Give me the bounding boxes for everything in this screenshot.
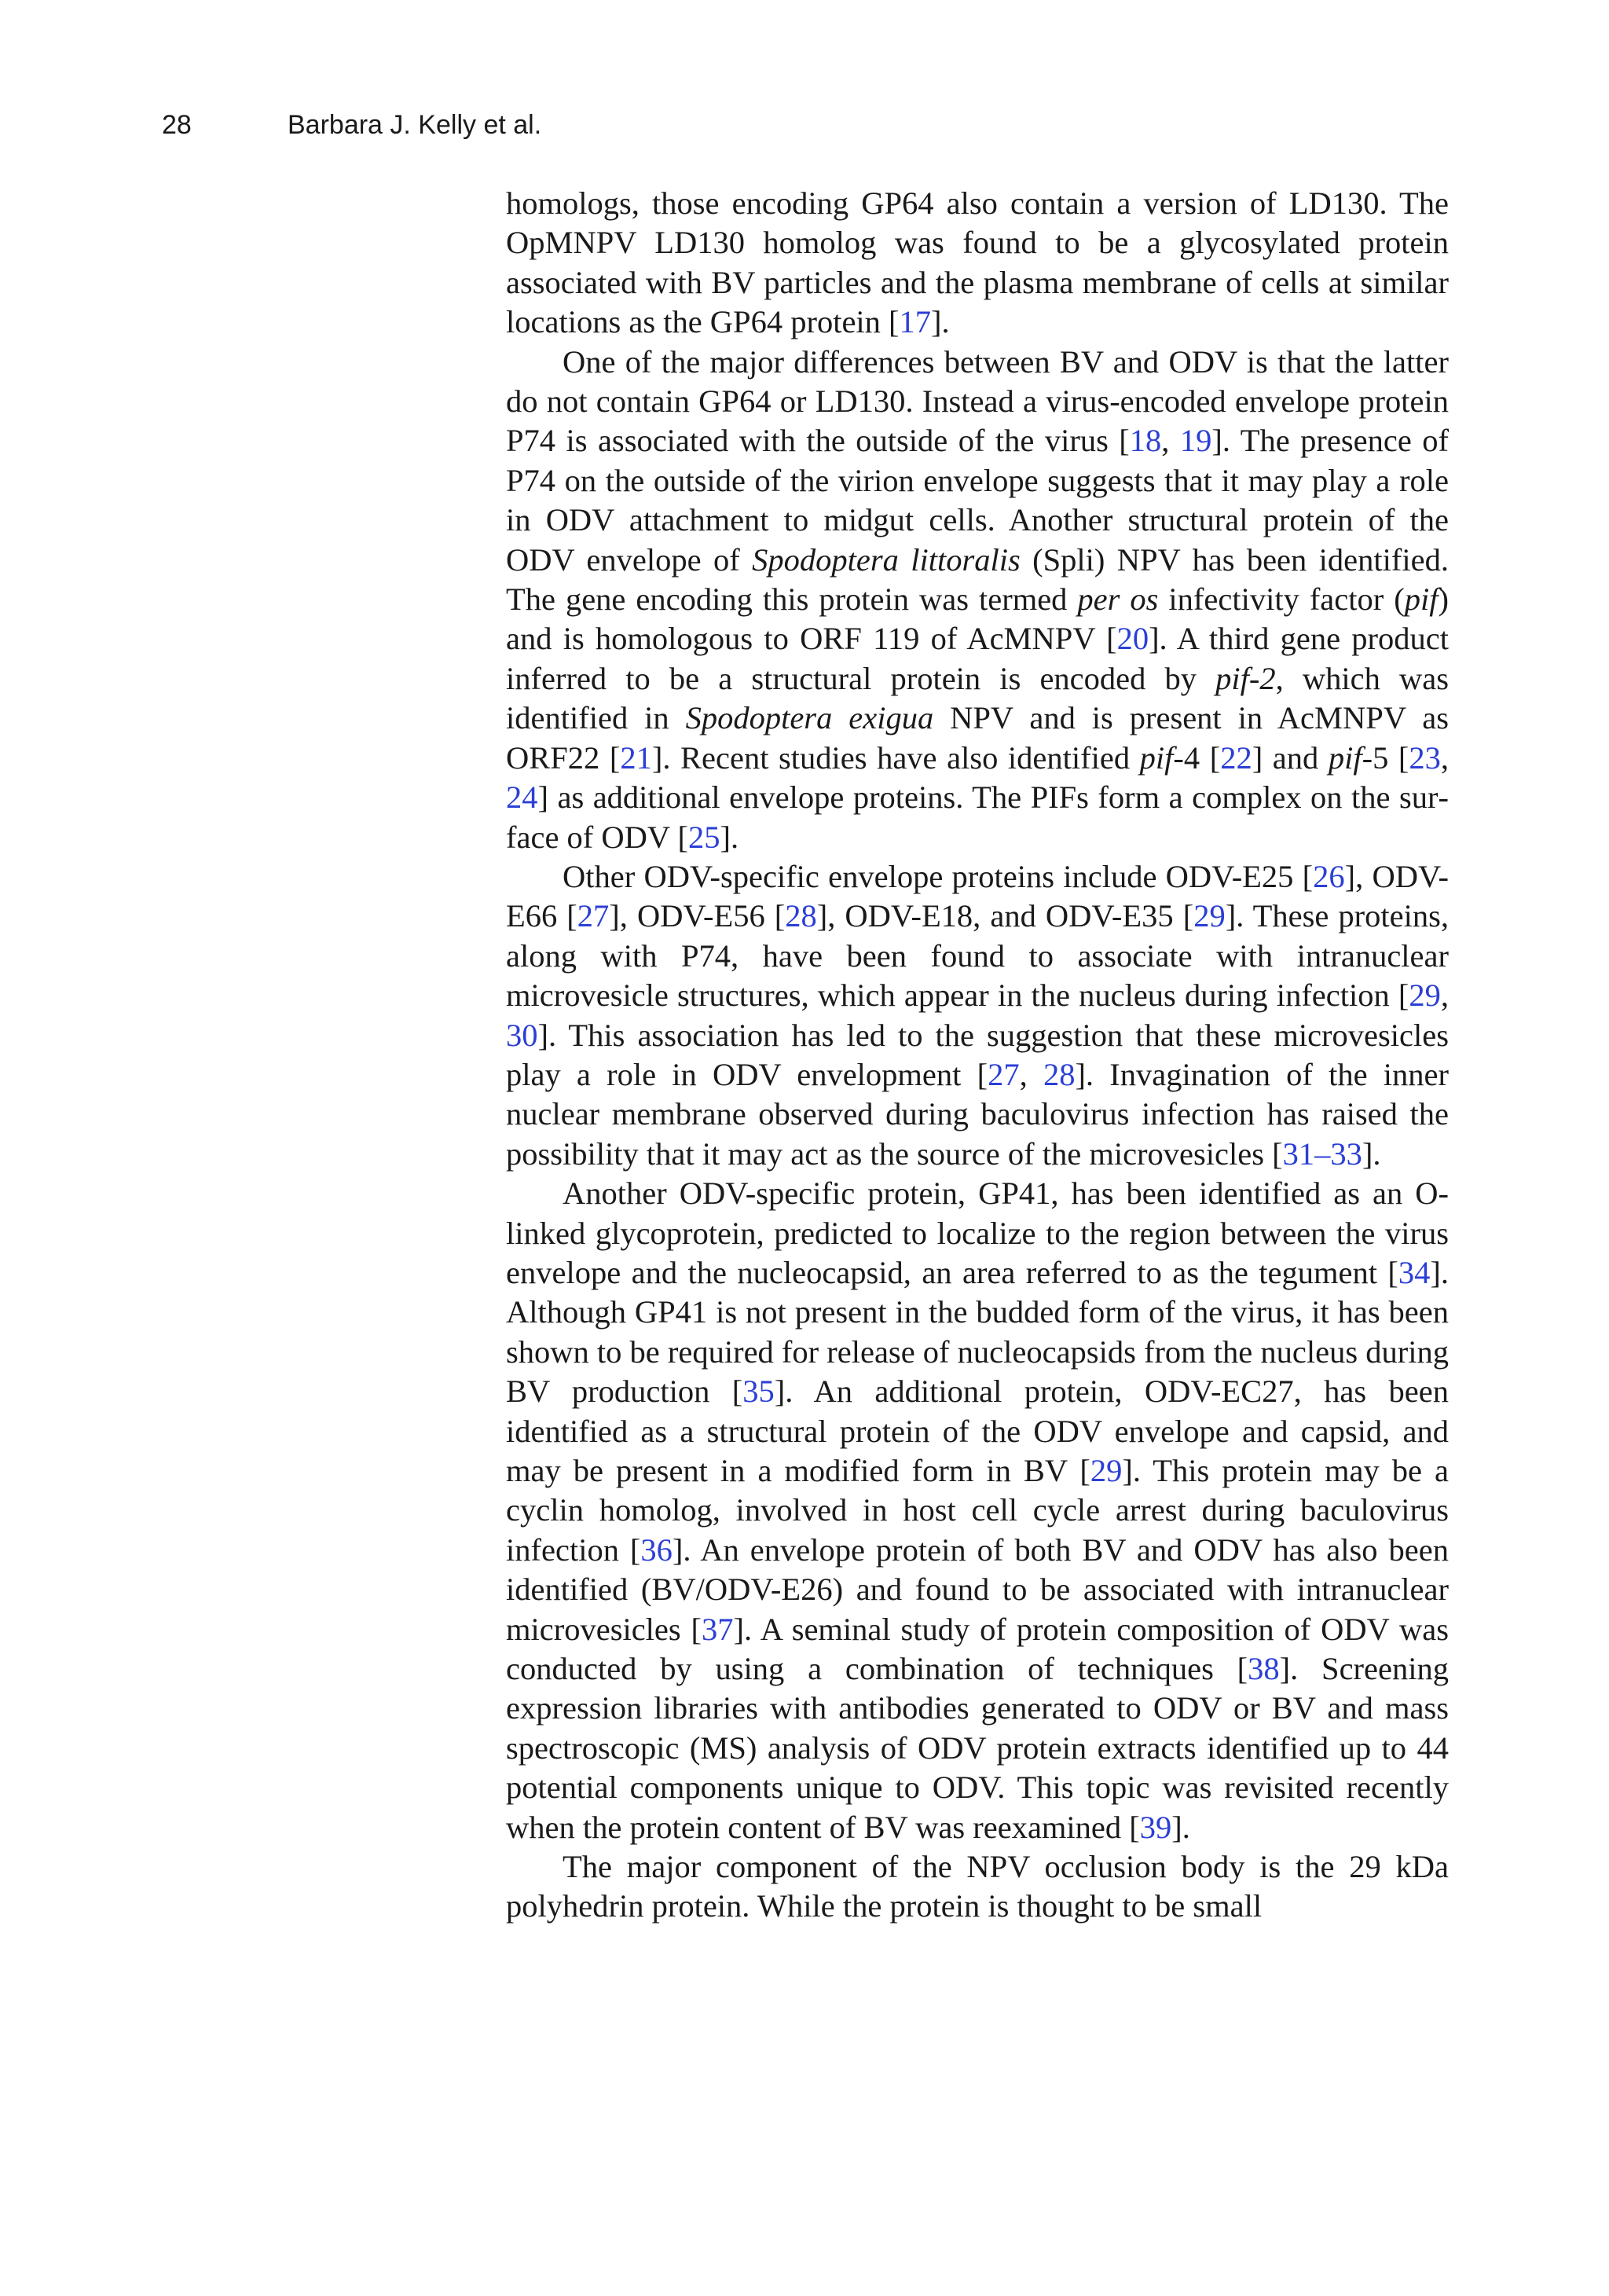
citation-link[interactable]: 29 xyxy=(1090,1453,1123,1488)
text-run: ]. The presence of P74 on the outside of the virion envelope suggests that it may play a role in ODV attachment to midgut cells. Another structural protein of the ODV envelope of xyxy=(506,423,1450,578)
citation-link[interactable]: 39 xyxy=(1139,1809,1172,1845)
text-run: , xyxy=(1440,977,1449,1014)
italic-term: pif xyxy=(1139,739,1174,776)
text-run: ]. xyxy=(1362,1135,1381,1172)
text-run: , which was identified in xyxy=(506,660,1450,736)
citation-link[interactable]: 35 xyxy=(742,1374,775,1410)
text-run: ) and is homologous to ORF 119 of AcMNPV [ xyxy=(506,581,1449,657)
italic-term: pif-2 xyxy=(1215,660,1276,696)
text-run: One of the major differences between BV and ODV is that the latter do not contain GP64 or LD130. Instead a virus-encoded envelope protein P74 is associated with the outside of the virus [ xyxy=(506,343,1449,459)
citation-link[interactable]: 27 xyxy=(988,1056,1020,1092)
text-run: Another ODV-specific protein, GP41, has been identified as an O-linked glycoprotein, predicted to localize to the region between the virus envelope and the nucleocapsid, an area referred to as the tegument [ xyxy=(506,1176,1449,1290)
citation-link[interactable]: 29 xyxy=(1193,898,1226,934)
text-run: Other ODV-specific envelope proteins include ODV-E25 [ xyxy=(563,858,1314,894)
text-run: ]. xyxy=(1171,1809,1190,1845)
citation-link[interactable]: 22 xyxy=(1220,739,1252,776)
citation-link[interactable]: 19 xyxy=(1179,423,1212,459)
citation-link[interactable]: 17 xyxy=(899,304,932,340)
text-run: ]. This protein may be a cyclin homolog, involved in host cell cycle arrest during baculovirus infection [ xyxy=(506,1453,1449,1568)
text-run: ]. Recent studies have also identified xyxy=(651,739,1140,776)
text-run: -5 [ xyxy=(1362,739,1409,776)
paragraph xyxy=(506,1174,1449,1847)
text-run: ] as additional envelope proteins. The PIFs form a complex on the surface of ODV [ xyxy=(506,779,1449,855)
text-run: ], ODV-E56 [ xyxy=(609,898,786,934)
citation-link[interactable]: 24 xyxy=(506,779,538,816)
citation-link[interactable]: 23 xyxy=(1409,739,1441,776)
running-header xyxy=(162,110,541,141)
page-number: 28 xyxy=(162,110,192,140)
text-run: ]. A third gene product inferred to be a structural protein is encoded by xyxy=(506,621,1449,696)
paragraph xyxy=(506,857,1449,1174)
body-text xyxy=(506,184,1449,1927)
text-run: ]. Invagination of the inner nuclear membrane observed during baculovirus infection has raised the possibility that it may act as the source of the microvesicles [ xyxy=(506,1056,1449,1172)
citation-link[interactable]: 20 xyxy=(1116,621,1149,657)
text-run: infectivity factor ( xyxy=(1158,581,1405,618)
citation-link[interactable]: 21 xyxy=(620,739,652,776)
text-run: , xyxy=(1440,739,1449,776)
paragraph xyxy=(506,184,1449,343)
text-run: , xyxy=(1161,423,1180,459)
text-run: ], ODV-E66 [ xyxy=(506,858,1449,934)
italic-term: Spodoptera littoralis xyxy=(752,541,1021,578)
italic-term: Spodoptera exigua xyxy=(685,700,934,736)
text-run: ]. Although GP41 is not present in the budded form of the virus, it has been shown to be required for release of nucleocapsids from the nucleus during BV production [ xyxy=(506,1254,1449,1410)
text-run: ]. xyxy=(931,304,950,340)
text-run: ]. These proteins, along with P74, have been found to associate with intranuclear microvesicle structures, which appear in the nucleus during infection [ xyxy=(506,898,1450,1014)
text-run: homologs, those encoding GP64 also contain a version of LD130. The OpMNPV LD130 homolog was found to be a glycosylated protein associated with BV particles and the plasma membrane of cells at similar locations as the GP64 protein [ xyxy=(506,185,1449,340)
text-run: ]. xyxy=(720,819,739,855)
text-run: ]. This association has led to the suggestion that these microvesicles play a role in ODV envelopment [ xyxy=(506,1017,1449,1092)
text-run: ]. Screening expression libraries with antibodies generated to ODV or BV and mass spectroscopic (MS) analysis of ODV protein extracts identified up to 44 potential components unique to ODV. This topic was revisited recently when the protein content of BV was reexamined [ xyxy=(506,1651,1449,1845)
italic-term: pif xyxy=(1328,739,1362,776)
text-run: ]. An additional protein, ODV-EC27, has been identified as a structural protein of the ODV envelope and capsid, and may be present in a modified form in BV [ xyxy=(506,1374,1449,1488)
italic-term: pif xyxy=(1404,581,1439,618)
text-run: ], ODV-E18, and ODV-E35 [ xyxy=(816,898,1194,934)
paragraph xyxy=(506,1847,1449,1927)
paragraph xyxy=(506,343,1449,857)
italic-term: per os xyxy=(1077,581,1159,618)
text-run: , xyxy=(1019,1056,1043,1092)
citation-link[interactable]: 29 xyxy=(1409,977,1441,1014)
citation-link[interactable]: 30 xyxy=(506,1017,538,1053)
citation-link[interactable]: 25 xyxy=(688,819,720,855)
text-run: -4 [ xyxy=(1173,739,1221,776)
citation-link[interactable]: 26 xyxy=(1313,858,1345,894)
text-run: NPV and is present in AcMNPV as ORF22 [ xyxy=(506,700,1450,776)
text-run: (Spli) NPV has been identified. The gene encoding this protein was termed xyxy=(506,541,1449,618)
text-run: ]. A seminal study of protein composition of ODV was conducted by using a combination of techniques [ xyxy=(506,1611,1449,1687)
citation-link[interactable]: 18 xyxy=(1129,423,1162,459)
text-run: ]. An envelope protein of both BV and ODV has also been identified (BV/ODV-E26) and found to be associated with intranuclear microvesicles [ xyxy=(506,1531,1449,1647)
running-author: Barbara J. Kelly et al. xyxy=(288,110,542,140)
text-run: The major component of the NPV occlusion body is the 29 kDa polyhedrin protein. While the protein is thought to be small xyxy=(506,1849,1449,1924)
citation-link[interactable]: 34 xyxy=(1398,1254,1431,1290)
text-run: ] and xyxy=(1252,739,1329,776)
citation-link[interactable]: 38 xyxy=(1248,1651,1280,1687)
citation-link[interactable]: 28 xyxy=(1043,1056,1076,1092)
citation-link[interactable]: 28 xyxy=(785,898,817,934)
citation-link[interactable]: 27 xyxy=(577,898,610,934)
citation-link[interactable]: 37 xyxy=(702,1611,734,1647)
citation-link[interactable]: 36 xyxy=(640,1531,673,1568)
citation-link[interactable]: 31–33 xyxy=(1282,1135,1362,1172)
